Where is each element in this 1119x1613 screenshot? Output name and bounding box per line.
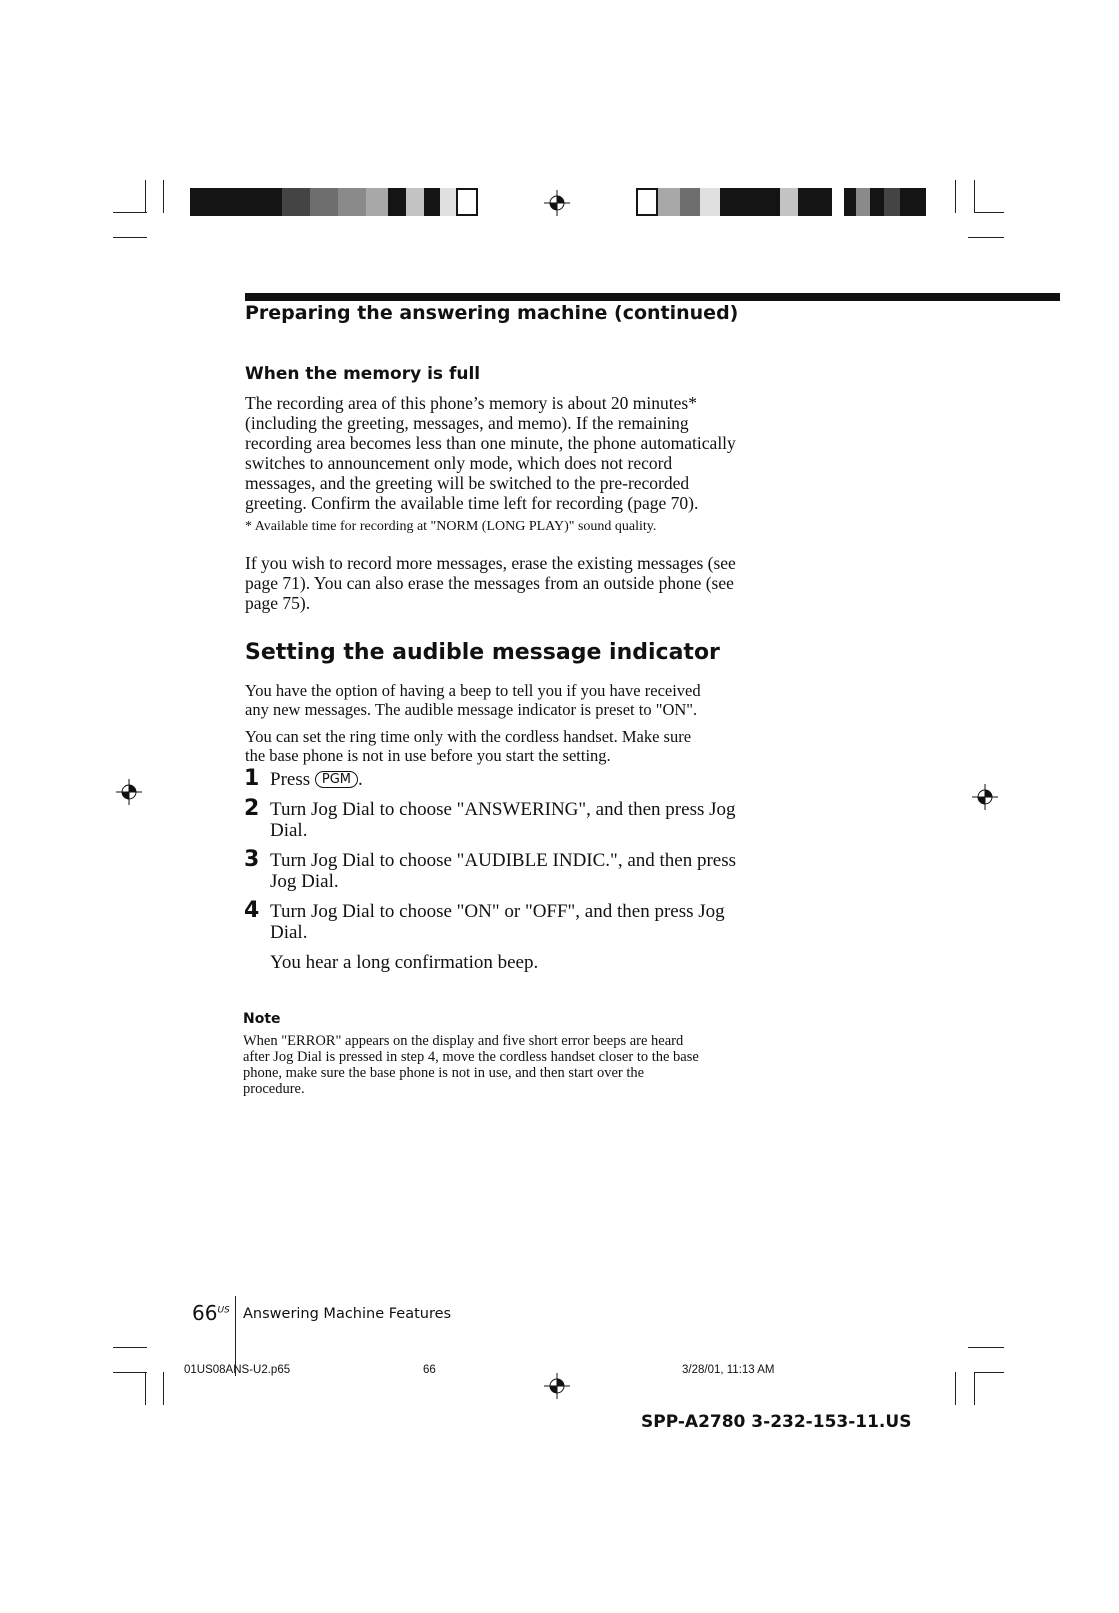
memory-footnote: * Available time for recording at "NORM (LONG PLAY)" sound quality. — [245, 519, 657, 534]
crop-mark-top-left-v — [145, 180, 146, 213]
crop-mark-top-right-h — [974, 212, 1004, 213]
model-code: SPP-A2780 3-232-153-11.US — [641, 1412, 912, 1432]
step-number: 2 — [244, 796, 260, 821]
memory-heading: When the memory is full — [245, 364, 481, 384]
crop-mark-bottom-left-h2 — [113, 1372, 147, 1373]
running-title: Preparing the answering machine (continued) — [245, 302, 739, 324]
text-line: phone, make sure the base phone is not in use, and then start over the — [243, 1065, 645, 1081]
tone-bar-right — [636, 188, 926, 216]
text-line: If you wish to record more messages, erase the existing messages (see — [245, 553, 736, 573]
registration-mark-left — [116, 779, 142, 805]
confirmation-text: You hear a long confirmation beep. — [270, 952, 539, 973]
crop-mark-bottom-right-v2 — [974, 1372, 975, 1405]
section-name: Answering Machine Features — [243, 1306, 452, 1322]
registration-mark-bottom — [544, 1373, 570, 1399]
text-line: Turn Jog Dial to choose "ON" or "OFF", and then press Jog — [270, 901, 725, 922]
text-line: (including the greeting, messages, and memo). If the remaining — [245, 413, 689, 433]
tone-bar-left — [190, 188, 478, 216]
note-text — [243, 1033, 773, 1097]
page-number-value: 66 — [192, 1301, 218, 1325]
page-number-suffix: US — [217, 1305, 230, 1316]
text-line: greeting. Confirm the available time left for recording (page 70). — [245, 493, 699, 513]
text-line: recording area becomes less than one minute, the phone automatically — [245, 433, 736, 453]
memory-paragraph-2 — [245, 553, 785, 613]
slug-page: 66 — [423, 1364, 436, 1376]
slug-file: 01US08ANS-U2.p65 — [184, 1364, 291, 1376]
crop-mark-bottom-left-v — [145, 1372, 146, 1405]
registration-mark-right — [972, 784, 998, 810]
text-line: Turn Jog Dial to choose "AUDIBLE INDIC.", and then press — [270, 850, 737, 871]
pgm-key-icon: PGM — [315, 771, 358, 788]
text-line: When "ERROR" appears on the display and five short error beeps are heard — [243, 1033, 684, 1049]
crop-mark-bottom-right-h — [968, 1347, 1004, 1348]
crop-mark-top-left-h2 — [113, 237, 147, 238]
crop-mark-bottom-right-h2 — [974, 1372, 1004, 1373]
text-line: Dial. — [270, 922, 308, 943]
text-line: after Jog Dial is pressed in step 4, move the cordless handset closer to the base — [243, 1049, 699, 1065]
slug-date: 3/28/01, 11:13 AM — [682, 1364, 775, 1376]
memory-paragraph-1 — [245, 393, 785, 513]
page-number — [192, 1301, 230, 1325]
crop-mark-bottom-left-v2 — [163, 1372, 164, 1405]
note-label: Note — [243, 1011, 281, 1027]
indicator-intro-2 — [245, 727, 785, 765]
crop-mark-top-left-v2 — [163, 180, 164, 213]
step-number: 1 — [244, 766, 260, 791]
crop-mark-bottom-right-v — [955, 1372, 956, 1405]
text-line: You can set the ring time only with the cordless handset. Make sure — [245, 727, 692, 746]
text-line: Jog Dial. — [270, 871, 339, 892]
text-line: the base phone is not in use before you start the setting. — [245, 746, 611, 765]
step-number: 4 — [244, 898, 260, 923]
indicator-intro-1 — [245, 681, 785, 719]
text-line: page 71). You can also erase the messages from an outside phone (see — [245, 573, 734, 593]
text-line: switches to announcement only mode, which does not record — [245, 453, 673, 473]
text-line: The recording area of this phone’s memory is about 20 minutes* — [245, 393, 697, 413]
step-1-prefix: Press — [270, 769, 311, 790]
indicator-heading: Setting the audible message indicator — [245, 640, 720, 665]
text-line: page 75). — [245, 593, 311, 613]
text-line: You have the option of having a beep to tell you if you have received — [245, 681, 701, 700]
step-1-suffix: . — [358, 769, 363, 790]
crop-mark-top-left-h — [113, 212, 147, 213]
crop-mark-top-right-h2 — [968, 237, 1004, 238]
text-line: Turn Jog Dial to choose "ANSWERING", and then press Jog — [270, 799, 736, 820]
crop-mark-bottom-left-h — [113, 1347, 147, 1348]
crop-mark-top-right-v — [955, 180, 956, 213]
registration-mark-top — [544, 190, 570, 216]
crop-mark-top-right-v2 — [974, 180, 975, 213]
text-line: messages, and the greeting will be switched to the pre-recorded — [245, 473, 690, 493]
step-number: 3 — [244, 847, 260, 872]
header-rule — [245, 293, 1060, 301]
text-line: procedure. — [243, 1081, 305, 1097]
text-line: Dial. — [270, 820, 308, 841]
text-line: any new messages. The audible message indicator is preset to "ON". — [245, 700, 698, 719]
